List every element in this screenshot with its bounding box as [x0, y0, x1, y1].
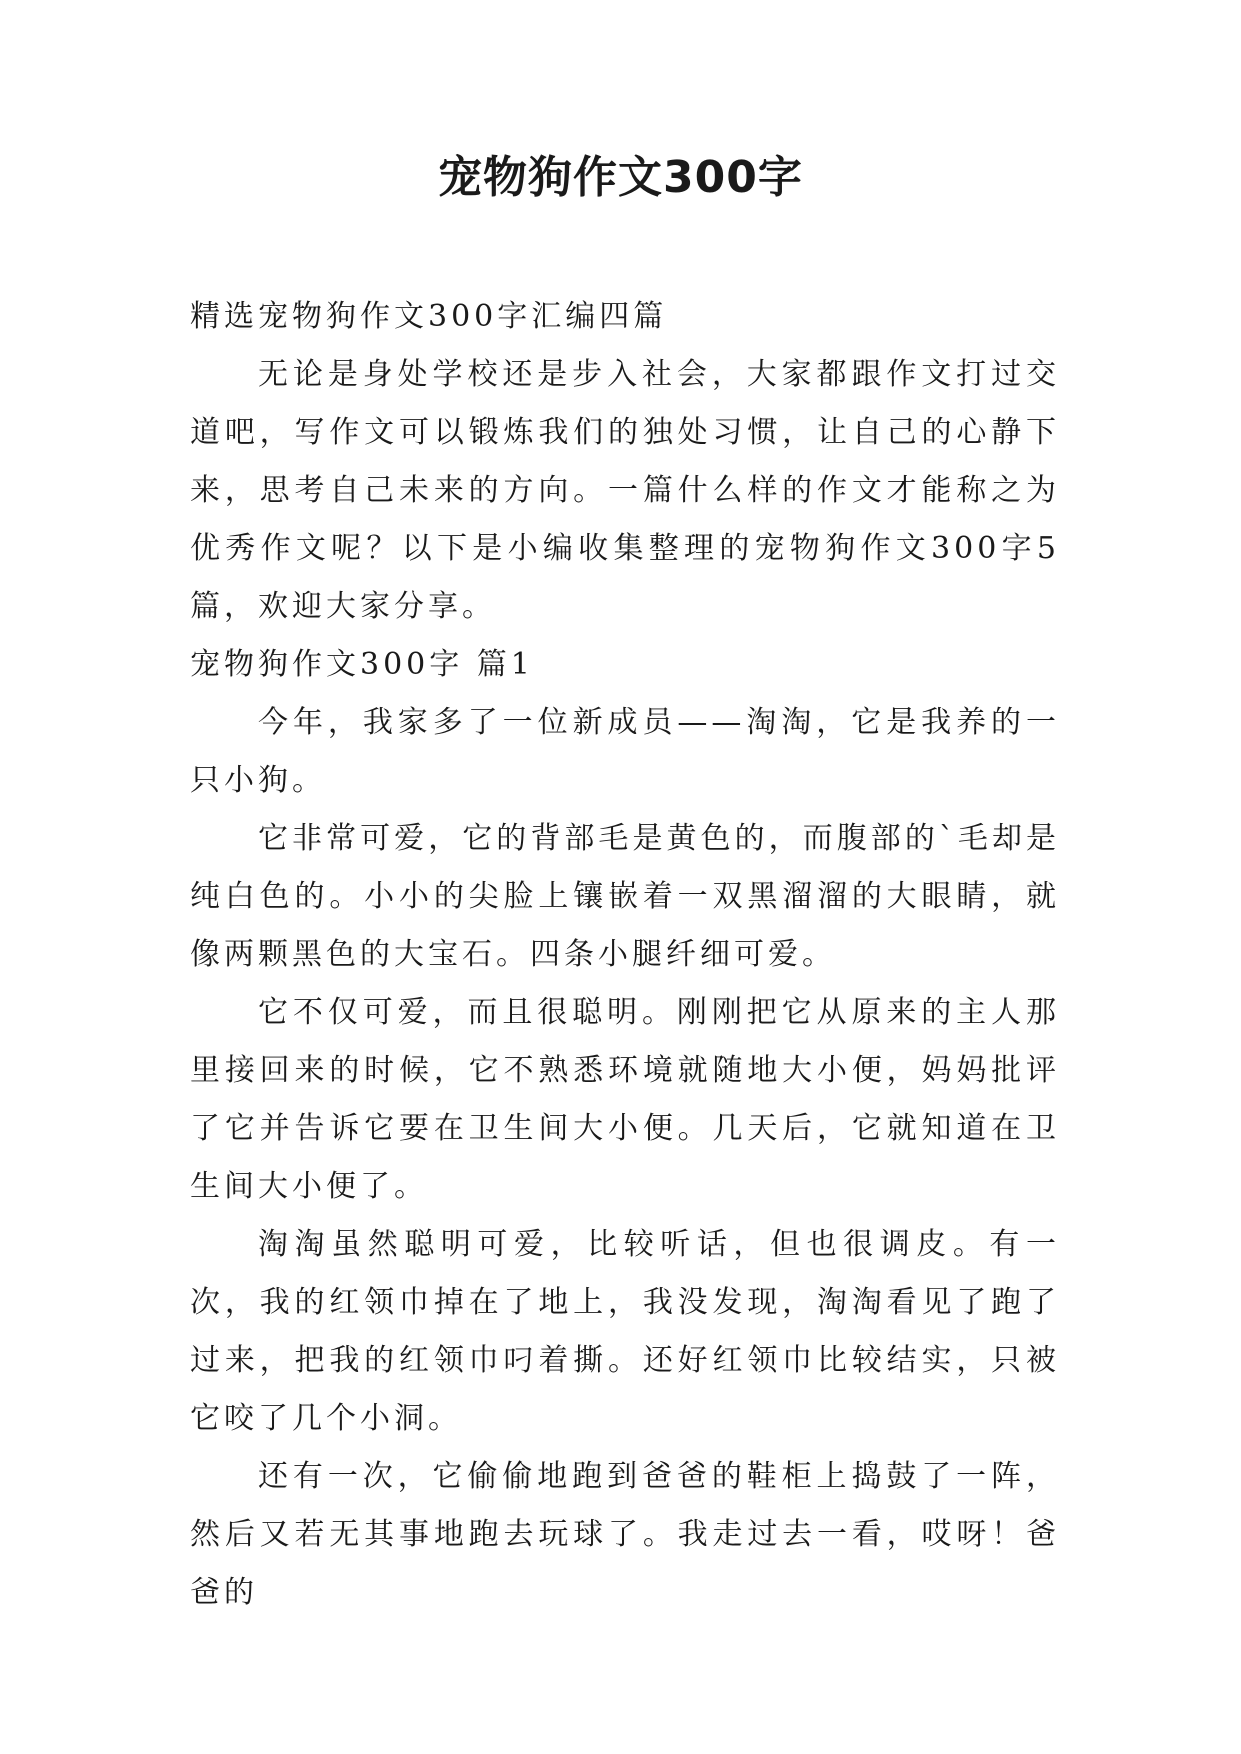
intro-paragraph: 无论是身处学校还是步入社会，大家都跟作文打过交道吧，写作文可以锻炼我们的独处习惯，让自己的心静下来，思考自己未来的方向。一篇什么样的作文才能称之为优秀作文呢？以下是小编收集整理的宠物狗作文300字5篇，欢迎大家分享。 — [190, 357, 1060, 624]
subtitle-heading: 精选宠物狗作文300字汇编四篇 — [190, 299, 668, 334]
paragraph: 淘淘虽然聪明可爱，比较听话，但也很调皮。有一次，我的红领巾掉在了地上，我没发现，淘淘看见了跑了过来，把我的红领巾叼着撕。还好红领巾比较结实，只被它咬了几个小洞。 — [190, 1227, 1060, 1436]
document-title: 宠物狗作文300字 — [438, 152, 803, 203]
paragraph: 它不仅可爱，而且很聪明。刚刚把它从原来的主人那里接回来的时候，它不熟悉环境就随地大小便，妈妈批评了它并告诉它要在卫生间大小便。几天后，它就知道在卫生间大小便了。 — [190, 995, 1060, 1204]
paragraph: 今年，我家多了一位新成员——淘淘，它是我养的一只小狗。 — [190, 705, 1060, 798]
section-heading-1: 宠物狗作文300字 篇1 — [190, 647, 534, 682]
document-body — [190, 288, 1060, 1622]
paragraph: 还有一次，它偷偷地跑到爸爸的鞋柜上捣鼓了一阵，然后又若无其事地跑去玩球了。我走过去一看，哎呀！爸爸的 — [190, 1459, 1060, 1610]
paragraph: 它非常可爱，它的背部毛是黄色的，而腹部的`毛却是纯白色的。小小的尖脸上镶嵌着一双黑溜溜的大眼睛，就像两颗黑色的大宝石。四条小腿纤细可爱。 — [190, 821, 1060, 972]
